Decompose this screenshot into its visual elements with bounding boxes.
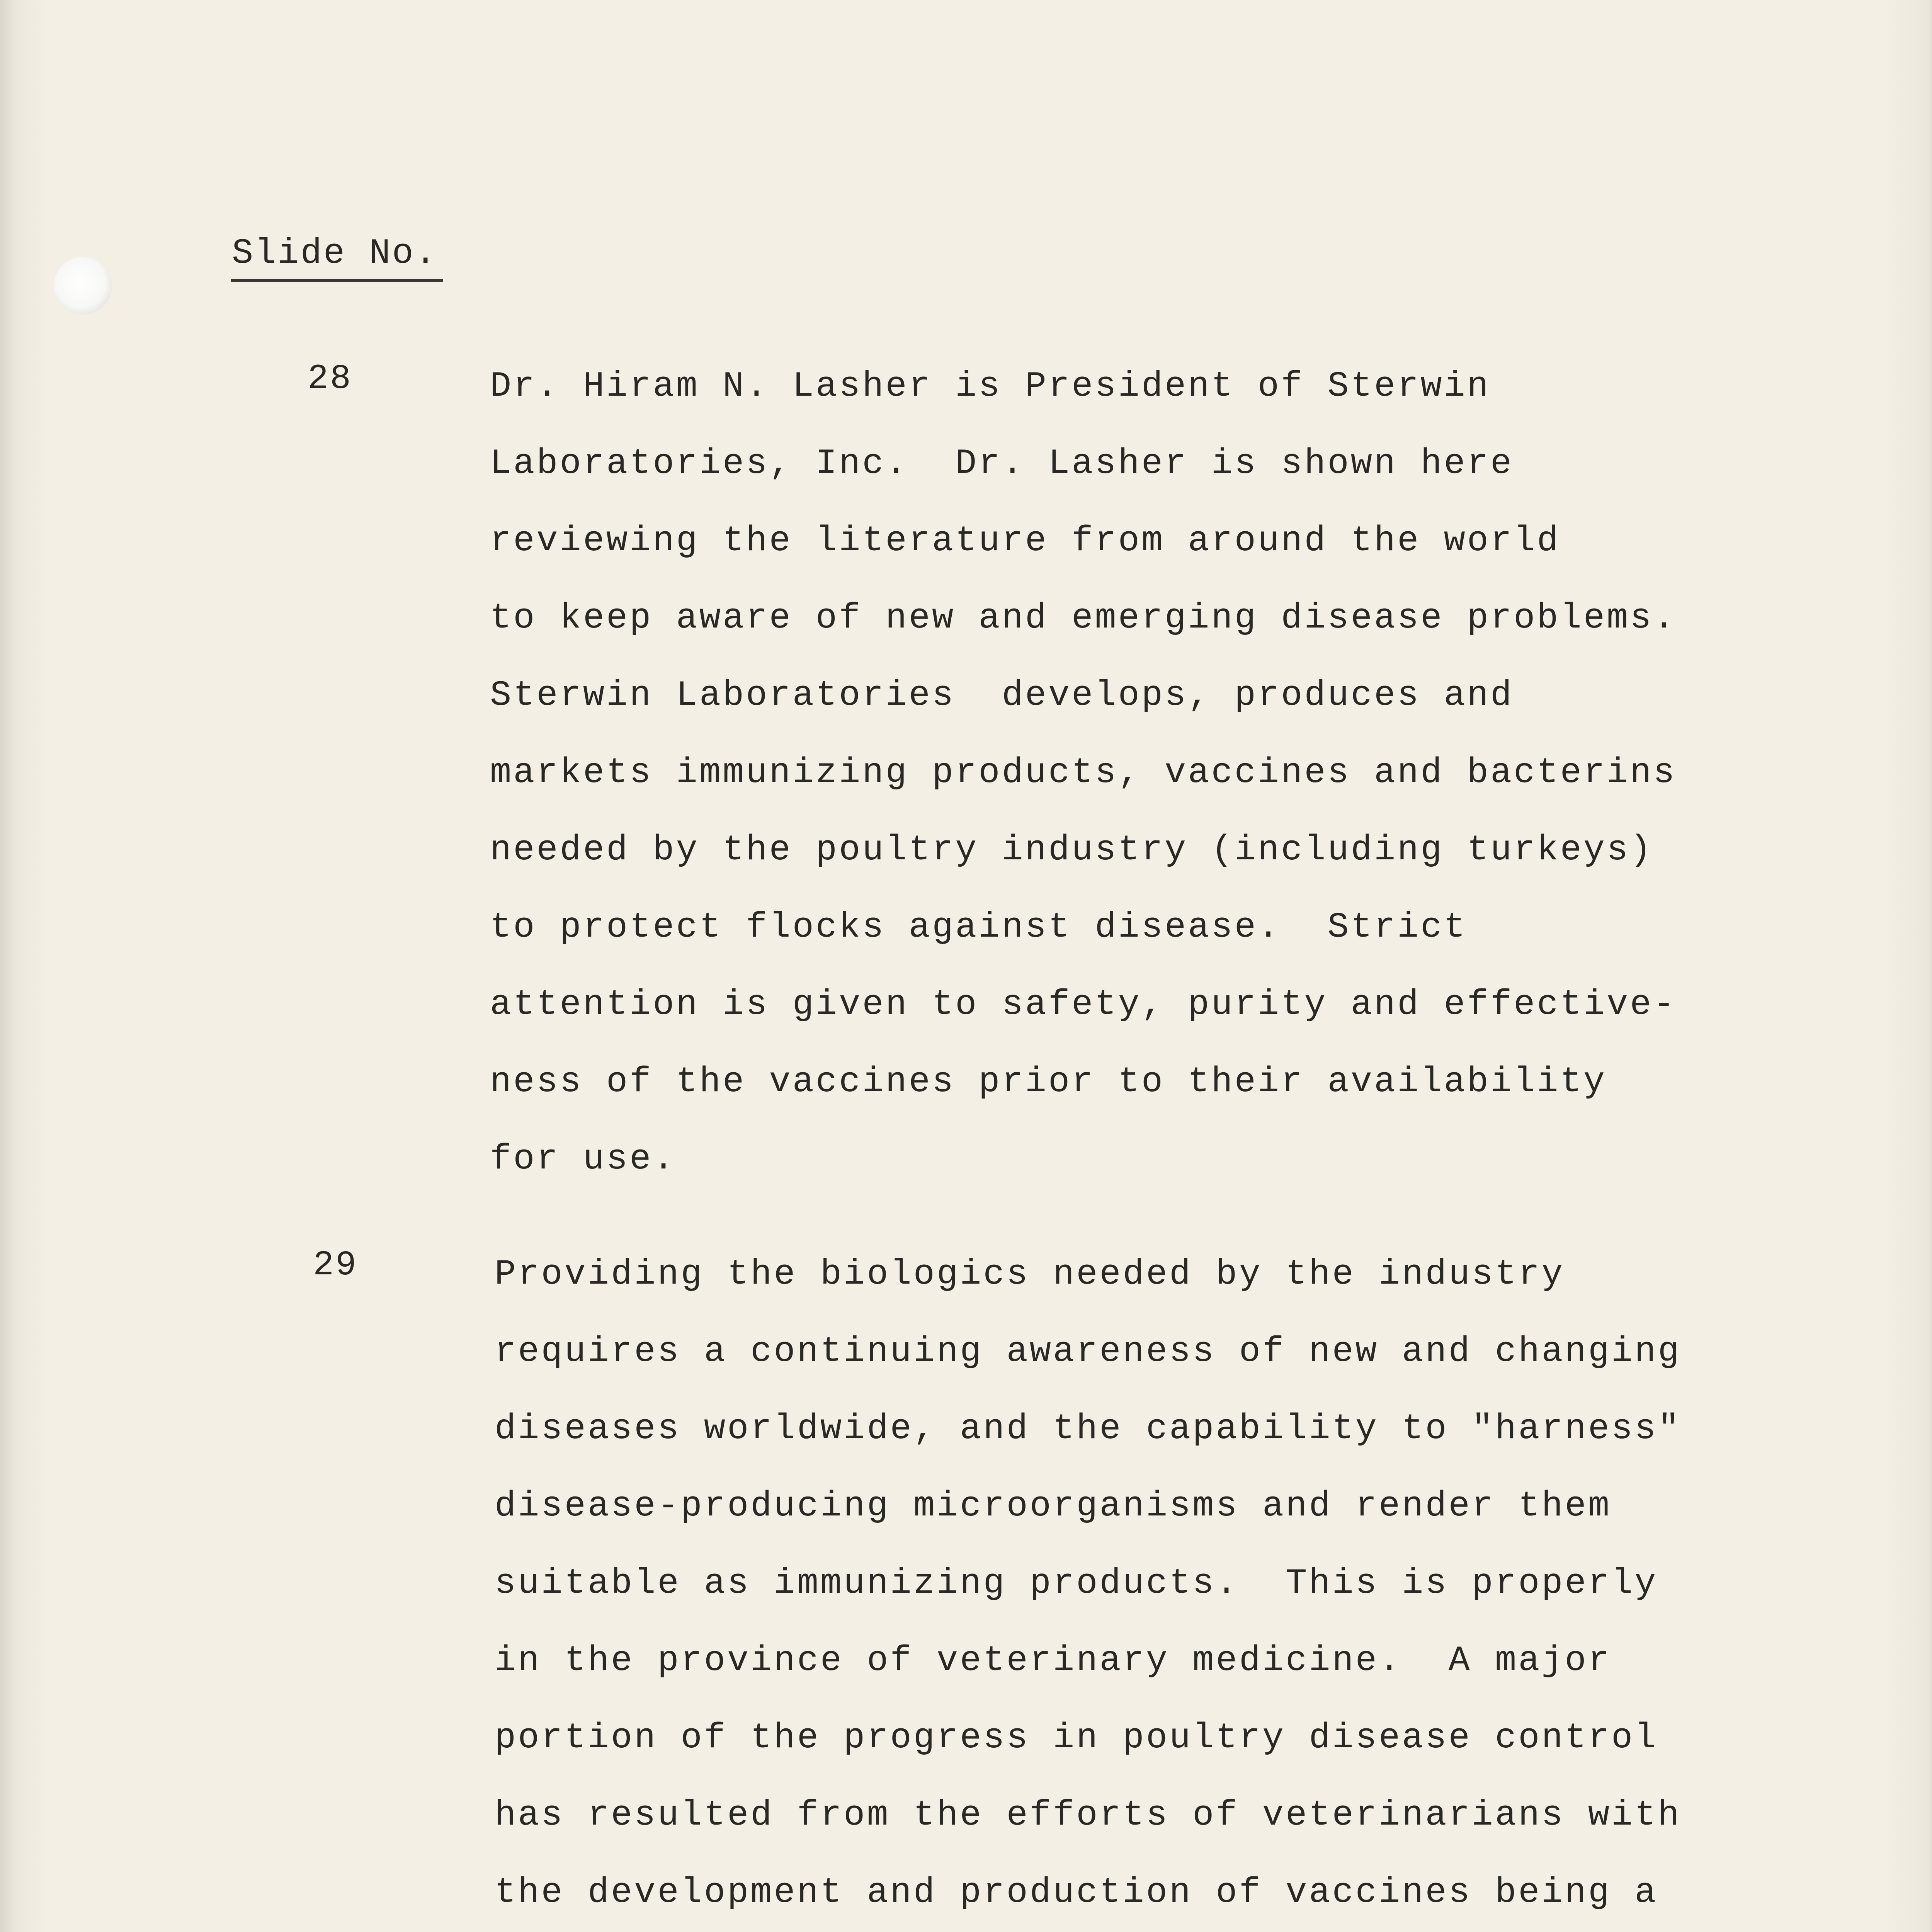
text-line: needed by the poultry industry (including turkeys) [490, 830, 1653, 870]
text-line: ness of the vaccines prior to their availability [490, 1061, 1607, 1102]
slide-number-29: 29 [313, 1246, 358, 1285]
header-underline [231, 279, 443, 282]
text-line: portion of the progress in poultry disease control [495, 1718, 1658, 1758]
text-line: to keep aware of new and emerging disease problems. [490, 598, 1677, 638]
text-line: attention is given to safety, purity and effective- [490, 984, 1677, 1025]
slide-number-header: Slide No. [232, 233, 438, 274]
text-line: has resulted from the efforts of veterinarians with [495, 1795, 1681, 1835]
text-line: requires a continuing awareness of new and changing [495, 1331, 1681, 1372]
text-line: in the province of veterinary medicine. A major [495, 1640, 1612, 1681]
text-line: disease-producing microorganisms and render them [495, 1486, 1612, 1526]
text-line: for use. [490, 1139, 676, 1179]
text-line: markets immunizing products, vaccines and bacterins [490, 752, 1677, 793]
text-line: reviewing the literature from around the world [490, 520, 1560, 561]
text-line: suitable as immunizing products. This is properly [495, 1563, 1658, 1604]
text-line: Sterwin Laboratories develops, produces and [490, 675, 1514, 716]
text-line: the development and production of vaccines being a [495, 1872, 1658, 1913]
text-line: Laboratories, Inc. Dr. Lasher is shown here [490, 443, 1514, 484]
text-line: Providing the biologics needed by the industry [495, 1254, 1565, 1294]
punch-hole-top [54, 257, 112, 315]
text-line: diseases worldwide, and the capability to "harness" [495, 1408, 1681, 1449]
slide-number-28: 28 [308, 359, 353, 399]
text-line: Dr. Hiram N. Lasher is President of Sterwin [490, 366, 1490, 406]
slide-28-description [490, 348, 1677, 1198]
text-line: to protect flocks against disease. Strict [490, 907, 1467, 947]
slide-29-description [495, 1236, 1681, 1932]
